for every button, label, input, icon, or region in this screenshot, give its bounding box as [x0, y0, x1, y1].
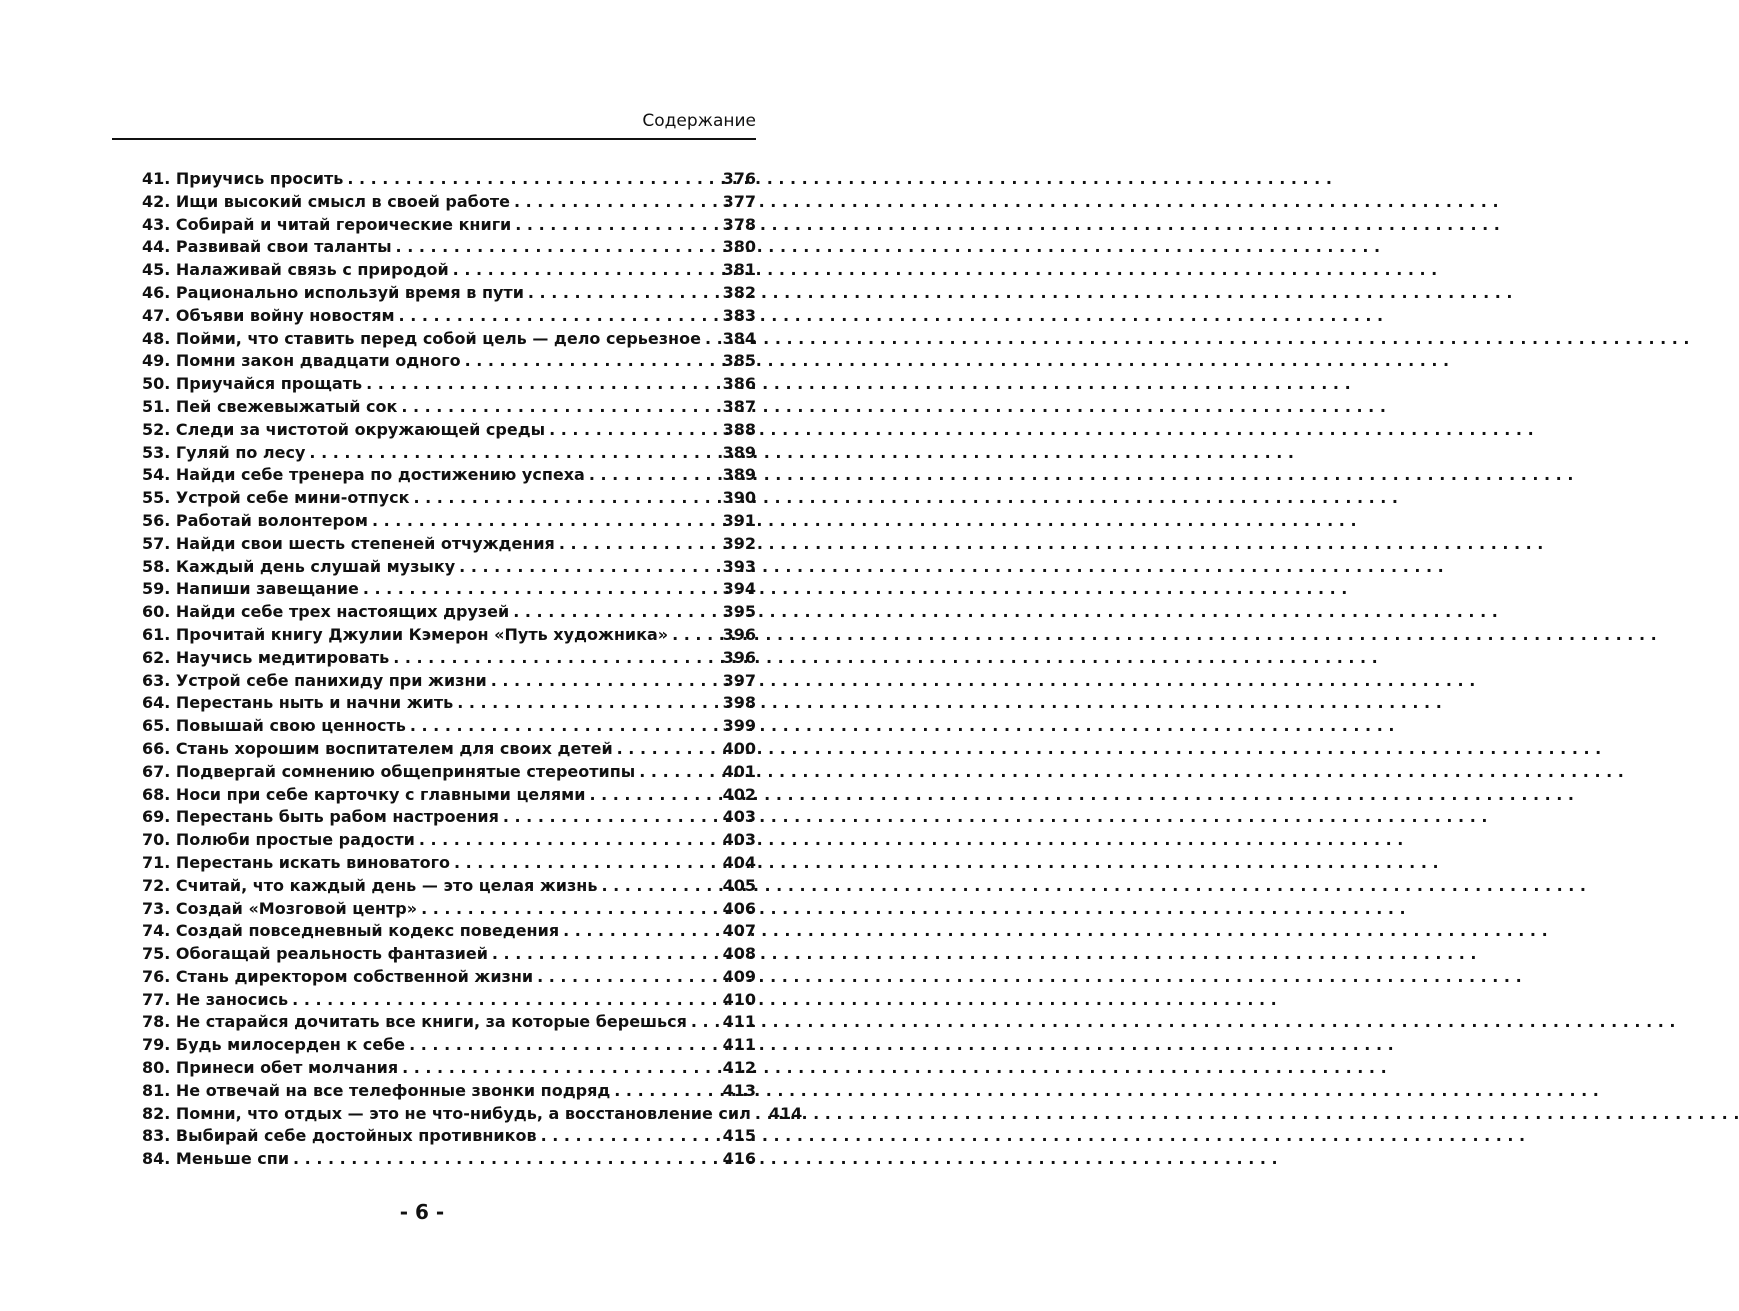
toc-entry-page: 388 — [722, 419, 756, 439]
toc-entry-title: 82. Помни, что отдых — это не что-нибудь, а восстановление сил — [142, 1103, 751, 1123]
toc-dot-leader — [639, 761, 716, 784]
toc-dot-leader — [601, 875, 716, 898]
toc-dot-leader — [372, 510, 717, 533]
toc-entry-title: 74. Создай повседневный кодекс поведения — [142, 921, 560, 941]
toc-dot-leader — [410, 715, 717, 738]
toc-entry-page: 377 — [722, 191, 756, 211]
toc-entry-page: 390 — [722, 488, 756, 508]
toc-entry-title: 64. Перестань ныть и начни жить — [142, 693, 454, 713]
toc-entry — [142, 943, 756, 966]
toc-dot-leader — [347, 168, 716, 191]
toc-entry — [142, 989, 756, 1012]
toc-entry-page: 389 — [722, 465, 756, 485]
toc-entry-page: 416 — [722, 1149, 756, 1169]
toc-entry — [142, 601, 756, 624]
toc-entry-page: 378 — [722, 214, 756, 234]
toc-entry — [142, 1125, 756, 1148]
toc-entry-title: 69. Перестань быть рабом настроения — [142, 807, 499, 827]
toc-dot-leader — [401, 396, 716, 419]
toc-entry — [142, 715, 756, 738]
toc-entry — [142, 373, 756, 396]
toc-entry-title: 67. Подвергай сомнению общепринятые стереотипы — [142, 761, 636, 781]
toc-entry — [142, 1103, 803, 1126]
toc-dot-leader — [513, 601, 716, 624]
toc-dot-leader — [503, 806, 717, 829]
toc-entry-title: 43. Собирай и читай героические книги — [142, 214, 512, 234]
toc-entry-page: 401 — [722, 761, 756, 781]
toc-entry-page: 387 — [722, 396, 756, 416]
toc-dot-leader — [491, 670, 717, 693]
toc-entry — [142, 419, 756, 442]
toc-entry — [142, 829, 756, 852]
toc-entry-title: 72. Считай, что каждый день — это целая жизнь — [142, 875, 598, 895]
toc-entry-page: 413 — [722, 1080, 756, 1100]
toc-entry-title: 75. Обогащай реальность фантазией — [142, 944, 488, 964]
toc-dot-leader — [363, 578, 717, 601]
toc-entry-page: 414 — [768, 1103, 803, 1123]
toc-entry — [142, 510, 756, 533]
toc-entry — [142, 191, 756, 214]
toc-entry — [142, 350, 756, 373]
toc-dot-leader — [589, 784, 716, 807]
toc-entry-page: 389 — [722, 442, 756, 462]
toc-entry-page: 391 — [722, 510, 756, 530]
toc-dot-leader — [541, 1125, 717, 1148]
toc-entry-title: 73. Создай «Мозговой центр» — [142, 898, 418, 918]
toc-entry-title: 76. Стань директором собственной жизни — [142, 966, 534, 986]
toc-entry-page: 410 — [722, 989, 756, 1009]
toc-entry — [142, 1057, 756, 1080]
toc-dot-leader — [563, 920, 717, 943]
toc-entry-page: 395 — [722, 602, 756, 622]
toc-entry-page: 403 — [722, 830, 756, 850]
toc-entry-title: 55. Устрой себе мини-отпуск — [142, 488, 410, 508]
header-rule — [112, 138, 756, 140]
toc-entry-page: 380 — [722, 237, 756, 257]
toc-entry-page: 404 — [722, 852, 756, 872]
toc-entry — [142, 1011, 756, 1034]
toc-entry-page: 411 — [722, 1035, 756, 1055]
toc-dot-leader — [309, 442, 716, 465]
toc-dot-leader — [459, 556, 716, 579]
toc-entry-title: 70. Полюби простые радости — [142, 830, 415, 850]
toc-dot-leader — [292, 989, 716, 1012]
toc-entry — [142, 898, 756, 921]
toc-dot-leader — [537, 966, 717, 989]
toc-entry-page: 405 — [722, 875, 756, 895]
toc-entry-title: 41. Приучись просить — [142, 169, 344, 188]
toc-entry-page: 411 — [722, 1012, 756, 1032]
toc-entry — [142, 214, 756, 237]
toc-entry-page: 396 — [722, 624, 756, 644]
toc-dot-leader — [492, 943, 717, 966]
toc-entry — [142, 647, 756, 670]
toc-entry-page: 385 — [722, 351, 756, 371]
toc-dot-leader — [549, 419, 717, 442]
toc-entry — [142, 761, 756, 784]
toc-entry — [142, 624, 756, 647]
toc-entry-title: 46. Рационально используй время в пути — [142, 282, 524, 302]
toc-entry-title: 54. Найди себе тренера по достижению успеха — [142, 465, 585, 485]
toc-entry — [142, 875, 756, 898]
toc-entry — [142, 852, 756, 875]
toc-dot-leader — [705, 328, 717, 351]
toc-entry — [142, 487, 756, 510]
toc-entry — [142, 533, 756, 556]
table-of-contents — [142, 168, 803, 1171]
toc-dot-leader — [672, 624, 716, 647]
toc-entry-page: 376 — [722, 169, 756, 188]
toc-entry-page: 407 — [722, 921, 756, 941]
toc-entry-page: 386 — [722, 374, 756, 394]
toc-entry-page: 396 — [722, 647, 756, 667]
toc-dot-leader — [465, 350, 717, 373]
toc-entry-title: 50. Приучайся прощать — [142, 374, 363, 394]
toc-entry-page: 383 — [722, 305, 756, 325]
toc-entry-page: 394 — [722, 579, 756, 599]
toc-entry — [142, 464, 756, 487]
toc-entry-page: 382 — [722, 282, 756, 302]
toc-entry-title: 78. Не старайся дочитать все книги, за которые берешься — [142, 1012, 687, 1032]
toc-entry-page: 381 — [722, 260, 756, 280]
toc-entry-title: 63. Устрой себе панихиду при жизни — [142, 670, 487, 690]
toc-entry-title: 44. Развивай свои таланты — [142, 237, 392, 257]
toc-entry — [142, 328, 756, 351]
toc-entry — [142, 556, 756, 579]
toc-entry-title: 77. Не заносись — [142, 989, 289, 1009]
toc-entry — [142, 1080, 756, 1103]
toc-dot-leader — [399, 305, 717, 328]
toc-entry-title: 80. Принеси обет молчания — [142, 1058, 399, 1078]
toc-entry-page: 384 — [722, 328, 756, 348]
toc-dot-leader — [457, 692, 716, 715]
page-header-title: Содержание — [642, 111, 756, 131]
toc-entry — [142, 966, 756, 989]
toc-entry-title: 51. Пей свежевыжатый сок — [142, 396, 398, 416]
toc-entry-title: 47. Объяви войну новостям — [142, 305, 395, 325]
toc-entry — [142, 305, 756, 328]
toc-entry-title: 79. Будь милосерден к себе — [142, 1035, 406, 1055]
toc-entry-page: 392 — [722, 533, 756, 553]
toc-entry-page: 397 — [722, 670, 756, 690]
toc-entry — [142, 282, 756, 305]
toc-dot-leader — [589, 464, 717, 487]
toc-entry — [142, 1148, 756, 1171]
toc-entry-page: 408 — [722, 944, 756, 964]
toc-dot-leader — [402, 1057, 716, 1080]
toc-entry-page: 393 — [722, 556, 756, 576]
toc-entry-page: 409 — [722, 966, 756, 986]
toc-dot-leader — [614, 1080, 716, 1103]
toc-dot-leader — [515, 214, 716, 237]
toc-entry-page: 415 — [722, 1126, 756, 1146]
toc-entry-title: 42. Ищи высокий смысл в своей работе — [142, 191, 510, 211]
toc-entry — [142, 442, 756, 465]
toc-entry-title: 83. Выбирай себе достойных противников — [142, 1126, 537, 1146]
toc-dot-leader — [419, 829, 717, 852]
toc-entry-page: 412 — [722, 1058, 756, 1078]
toc-entry — [142, 806, 756, 829]
toc-entry — [142, 259, 756, 282]
toc-dot-leader — [393, 647, 716, 670]
toc-entry-title: 56. Работай волонтером — [142, 510, 368, 530]
toc-entry — [142, 236, 756, 259]
toc-dot-leader — [409, 1034, 716, 1057]
toc-dot-leader — [617, 738, 717, 761]
toc-dot-leader — [413, 487, 716, 510]
toc-dot-leader — [454, 852, 717, 875]
toc-dot-leader — [366, 373, 717, 396]
toc-dot-leader — [755, 1103, 763, 1126]
toc-entry-page: 399 — [722, 716, 756, 736]
toc-dot-leader — [559, 533, 717, 556]
toc-dot-leader — [514, 191, 717, 214]
toc-entry-title: 71. Перестань искать виноватого — [142, 852, 450, 872]
toc-entry-title: 81. Не отвечай на все телефонные звонки подряд — [142, 1080, 611, 1100]
toc-entry — [142, 670, 756, 693]
toc-dot-leader — [293, 1148, 717, 1171]
toc-entry-title: 48. Пойми, что ставить перед собой цель — дело серьезное — [142, 328, 701, 348]
toc-entry-title: 57. Найди свои шесть степеней отчуждения — [142, 533, 555, 553]
toc-entry-title: 45. Налаживай связь с природой — [142, 260, 449, 280]
toc-entry-title: 53. Гуляй по лесу — [142, 442, 306, 462]
toc-entry — [142, 396, 756, 419]
toc-dot-leader — [691, 1011, 717, 1034]
toc-entry-title: 58. Каждый день слушай музыку — [142, 556, 456, 576]
toc-entry — [142, 168, 756, 191]
toc-dot-leader — [453, 259, 717, 282]
toc-entry — [142, 578, 756, 601]
toc-dot-leader — [421, 898, 717, 921]
toc-entry-title: 66. Стань хорошим воспитателем для своих детей — [142, 738, 613, 758]
toc-entry-page: 400 — [722, 738, 756, 758]
toc-entry-title: 68. Носи при себе карточку с главными целями — [142, 784, 586, 804]
toc-entry — [142, 784, 756, 807]
toc-entry-title: 52. Следи за чистотой окружающей среды — [142, 419, 546, 439]
toc-entry — [142, 1034, 756, 1057]
toc-entry-page: 398 — [722, 693, 756, 713]
toc-entry-page: 402 — [722, 784, 756, 804]
toc-entry-title: 60. Найди себе трех настоящих друзей — [142, 602, 510, 622]
toc-entry-title: 84. Меньше спи — [142, 1149, 290, 1169]
toc-entry — [142, 920, 756, 943]
toc-dot-leader — [396, 236, 717, 259]
toc-entry-title: 49. Помни закон двадцати одного — [142, 351, 461, 371]
toc-entry-title: 61. Прочитай книгу Джулии Кэмерон «Путь художника» — [142, 624, 669, 644]
toc-entry — [142, 692, 756, 715]
toc-entry-title: 65. Повышай свою ценность — [142, 716, 406, 736]
toc-entry-title: 62. Научись медитировать — [142, 647, 390, 667]
page-number: - 6 - — [399, 1200, 445, 1224]
toc-dot-leader — [528, 282, 717, 305]
toc-entry-title: 59. Напиши завещание — [142, 579, 359, 599]
toc-entry-page: 403 — [722, 807, 756, 827]
toc-entry-page: 406 — [722, 898, 756, 918]
toc-entry — [142, 738, 756, 761]
